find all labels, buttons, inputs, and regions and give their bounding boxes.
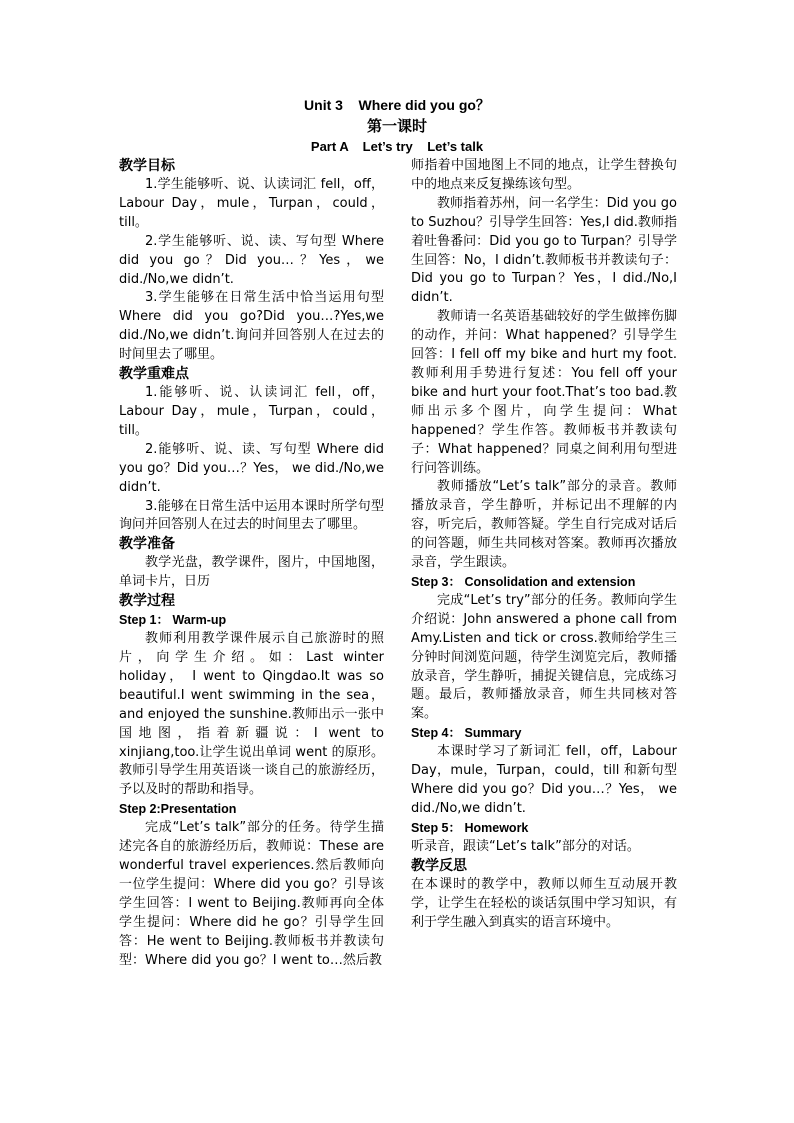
prep-text: 教学光盘，教学课件，图片，中国地图，单词卡片，日历 bbox=[119, 555, 384, 590]
step2-title: Step 2:Presentation bbox=[119, 802, 237, 817]
step4-title: Step 4： Summary bbox=[411, 726, 522, 741]
objectives-heading: 教学目标 bbox=[119, 158, 175, 174]
step2-paragraph-3: 教师请一名英语基础较好的学生做摔伤脚的动作，并问：What happened？引导学生回答：I fell off my bike and hurt my foot.教师利用手势进行复述：You fell off your bike and hurt your foot.That’s too bad.教师出示多个图片，向学生提问：What happened？学生作答。教师板书并教读句子：What happened？同桌之间利用句型进行问答训练。 bbox=[411, 309, 677, 476]
step4-text: 本课时学习了新词汇 fell，off，Labour Day，mule，Turpan，could，till 和新句型 Where did you go？Did you…？Yes， we did./No,we didn’t. bbox=[411, 744, 677, 816]
step1-text: 教师利用教学课件展示自己旅游时的照片，向学生介绍。如：Last winter holiday， I went to Qingdao.It was so beautiful.I went swimming in the sea，and enjoyed the sunshine.教师出示一张中国地图，指着新疆说：I went to xinjiang,too.让学生说出单词 went 的原形。教师引导学生用英语谈一谈自己的旅游经历，予以及时的帮助和指导。 bbox=[119, 631, 384, 798]
step3-title: Step 3： Consolidation and extension bbox=[411, 574, 636, 589]
objective-2: 2.学生能够听、说、读、写句型 Where did you go？Did you…？Yes，we did./No,we didn’t. bbox=[119, 233, 384, 287]
reflection-text: 在本课时的教学中，教师以师生互动展开教学，让学生在轻松的谈话氛围中学习知识，有利于学生融入到真实的语言环境中。 bbox=[411, 876, 677, 930]
lesson-title: 第一课时 bbox=[366, 117, 427, 135]
reflection-heading: 教学反思 bbox=[411, 857, 467, 874]
right-column bbox=[411, 157, 677, 933]
step5-text: 听录音，跟读“Let’s talk”部分的对话。 bbox=[411, 838, 640, 854]
keypoint-3: 3.能够在日常生活中运用本课时所学句型询问并回答别人在过去的时间里去了哪里。 bbox=[119, 498, 384, 533]
keypoint-1: 1.能够听、说、认读词汇 fell，off，Labour Day，mule，Turpan，could，till。 bbox=[119, 385, 384, 438]
step2-text: 完成“Let’s talk”部分的任务。待学生描述完各自的旅游经历后，教师说：These are wonderful travel experiences.然后教师向一位学生提问：Where did you go？引导该学生回答：I went to Beijing.教师再向全体学生提问：Where did he go？引导学生回答：He went to Beijing.教师板书并教读句型：Where did you go？I went to…然后教 bbox=[119, 820, 384, 968]
step2-paragraph-4: 教师播放“Let’s talk”部分的录音。教师播放录音，学生静听，并标记出不理解的内容，听完后，教师答疑。学生自行完成对话后的问答题，师生共同核对答案。教师再次播放录音，学生跟读。 bbox=[411, 479, 677, 571]
step5-title: Step 5： Homework bbox=[411, 820, 529, 835]
prep-heading: 教学准备 bbox=[119, 536, 175, 553]
part-title: Part A Let’s try Let’s talk bbox=[310, 139, 484, 154]
step2-paragraph-2: 教师指着苏州，问一名学生：Did you go to Suzhou？引导学生回答：Yes,I did.教师指着吐鲁番问：Did you go to Turpan？引导学生回答：No，I didn’t.教师板书并教读句子：Did you go to Turpan？Yes，I did./No,I didn’t. bbox=[411, 195, 677, 306]
step3-text: 完成“Let’s try”部分的任务。教师向学生介绍说：John answered a phone call from Amy.Listen and tick or cross.教师给学生三分钟时间浏览问题，待学生浏览完后，教师播放录音，学生静听，捕捉关键信息，完成练习题。最后，教师播放录音，师生共同核对答案。 bbox=[411, 592, 677, 722]
page-header bbox=[0, 96, 794, 156]
step1-title: Step 1： Warm-up bbox=[119, 613, 227, 628]
keypoints-heading: 教学重难点 bbox=[119, 366, 189, 383]
objective-1: 1.学生能够听、说、认读词汇 fell，off，Labour Day，mule，Turpan，could，till。 bbox=[119, 177, 384, 230]
objective-3: 3.学生能够在日常生活中恰当运用句型 Where did you go?Did you…?Yes,we did./No,we didn’t.询问并回答别人在过去的时间里去了哪里。 bbox=[119, 290, 384, 363]
process-heading: 教学过程 bbox=[119, 593, 175, 610]
left-column bbox=[119, 157, 384, 971]
step2-continued: 师指着中国地图上不同的地点，让学生替换句中的地点来反复操练该句型。 bbox=[411, 158, 677, 192]
unit-title: Unit 3 Where did you go？ bbox=[304, 97, 490, 113]
keypoint-2: 2.能够听、说、读、写句型 Where did you go？Did you…？Yes， we did./No,we didn’t. bbox=[119, 441, 384, 495]
